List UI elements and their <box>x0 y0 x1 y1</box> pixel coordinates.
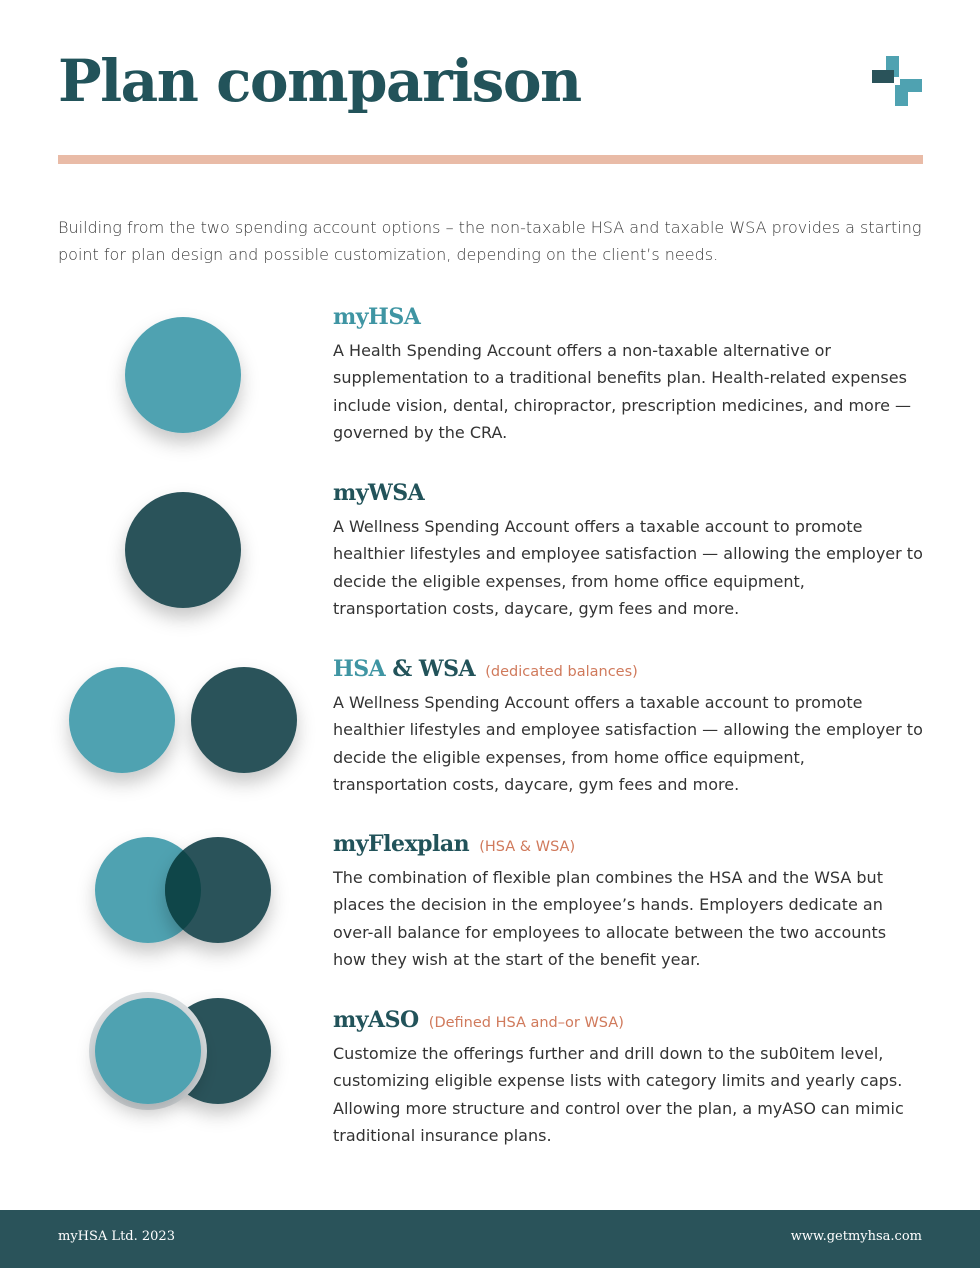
section-heading: myHSA <box>333 304 421 330</box>
section-myaso <box>333 1005 923 1149</box>
section-note: (dedicated balances) <box>485 664 638 680</box>
section-heading-wsa: & WSA <box>385 656 476 682</box>
dedicated-balances-circles-icon <box>69 667 297 773</box>
section-body: A Health Spending Account offers a non-taxable alternative or supplementation to a traditional benefits plan. Health-related expenses include vision, dental, chiropractor, prescription medicines, and more — governed by the CRA. <box>333 341 911 442</box>
section-body: Customize the offerings further and drill down to the sub0item level, customizing eligible expense lists with category limits and yearly caps. Allowing more structure and control over the plan, a myASO can mimic traditional insurance plans. <box>333 1044 904 1145</box>
section-myhsa <box>333 302 923 446</box>
footer-copyright: myHSA Ltd. 2023 <box>58 1229 175 1244</box>
flexplan-venn-icon <box>95 837 271 943</box>
section-title <box>333 1005 923 1035</box>
hsa-circle-icon <box>125 317 241 433</box>
page-footer <box>0 1210 980 1268</box>
page-title: Plan comparison <box>58 47 581 115</box>
footer-website-link[interactable]: www.getmyhsa.com <box>790 1229 922 1244</box>
section-title <box>333 302 923 332</box>
title-divider <box>58 155 923 164</box>
section-heading-hsa: HSA <box>333 656 386 682</box>
aso-circles-icon <box>89 992 271 1110</box>
section-heading: myWSA <box>333 480 425 506</box>
section-body: A Wellness Spending Account offers a taxable account to promote healthier lifestyles and employee satisfaction — allowing the employer to decide the eligible expenses, from home office equipment, transportation costs, daycare, gym fees and more. <box>333 517 923 618</box>
section-mywsa <box>333 478 923 622</box>
section-body: A Wellness Spending Account offers a taxable account to promote healthier lifestyles and employee satisfaction — allowing the employer to decide the eligible expenses, from home office equipment, transportation costs, daycare, gym fees and more. <box>333 693 923 794</box>
section-heading: myASO <box>333 1007 419 1033</box>
section-hsa-wsa <box>333 654 923 798</box>
plan-illustrations <box>0 290 330 1170</box>
section-title <box>333 829 923 859</box>
medical-cross-icon <box>872 56 922 106</box>
section-note: (Defined HSA and–or WSA) <box>428 1015 624 1031</box>
section-myflexplan <box>333 829 923 973</box>
section-title <box>333 654 923 684</box>
section-body: The combination of flexible plan combines the HSA and the WSA but places the decision in the employee’s hands. Employers dedicate an over-all balance for employees to allocate between the two accounts how they wish at the start of the benefit year. <box>333 868 887 969</box>
section-note: (HSA & WSA) <box>479 839 576 855</box>
intro-paragraph: Building from the two spending account options – the non-taxable HSA and taxable WSA provides a starting point for plan design and possible customization, depending on the client’s needs. <box>58 218 922 264</box>
wsa-circle-icon <box>125 492 241 608</box>
section-heading: myFlexplan <box>333 831 470 857</box>
section-title <box>333 478 923 508</box>
